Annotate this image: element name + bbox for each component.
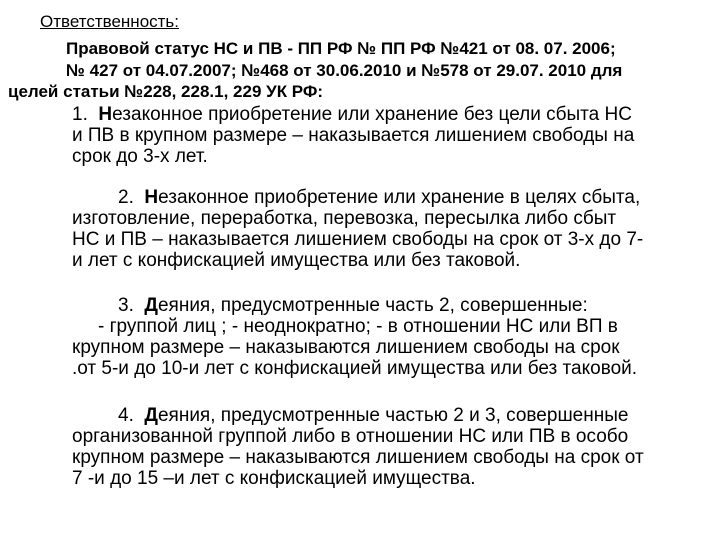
legal-basis-block bbox=[8, 38, 708, 103]
item-number: 2. bbox=[118, 187, 134, 208]
liability-item-3 bbox=[72, 295, 702, 379]
liability-item-2 bbox=[72, 187, 702, 271]
legal-basis-line: Правовой статус НС и ПВ - ПП РФ № ПП РФ №421 от 08. 07. 2006; bbox=[66, 39, 616, 58]
item-text-line: изготовление, переработка, перевозка, пересылка либо сбыт bbox=[72, 208, 617, 229]
item-text-line: и лет с конфискацией имущества или без таковой. bbox=[72, 250, 521, 271]
item-text-line: крупном размере – наказываются лишением свободы на срок от bbox=[72, 447, 644, 468]
item-number: 1. bbox=[72, 104, 88, 125]
item-text-line: .от 5-и до 10-и лет с конфискацией имущества или без таковой. bbox=[72, 358, 638, 379]
item-text-line: 7 -и до 15 –и лет с конфискацией имущества. bbox=[72, 468, 476, 489]
item-first-letter: Д bbox=[144, 295, 158, 316]
item-number: 4. bbox=[118, 405, 134, 426]
item-text-line: езаконное приобретение или хранение без цели сбыта НС bbox=[112, 104, 632, 125]
item-first-letter: Н bbox=[98, 104, 113, 125]
item-text-line: еяния, предусмотренные частью 2 и 3, совершенные bbox=[157, 405, 629, 426]
item-text-line: крупном размере – наказываются лишением свободы на срок bbox=[72, 337, 620, 358]
item-text-line: и ПВ в крупном размере – наказывается лишением свободы на bbox=[72, 125, 635, 146]
item-text-line: езаконное приобретение или хранение в целях сбыта, bbox=[158, 187, 641, 208]
liability-item-1 bbox=[72, 104, 702, 167]
item-text-line: организованной группой либо в отношении НС или ПВ в особо bbox=[72, 426, 629, 447]
liability-item-4 bbox=[72, 405, 702, 489]
item-number: 3. bbox=[118, 295, 134, 316]
item-text-line: еяния, предусмотренные часть 2, совершенные: bbox=[157, 295, 588, 316]
legal-basis-line: целей статьи №228, 228.1, 229 УК РФ: bbox=[8, 82, 324, 101]
legal-basis-line: № 427 от 04.07.2007; №468 от 30.06.2010 и №578 от 29.07. 2010 для bbox=[66, 60, 623, 80]
item-first-letter: Д bbox=[144, 405, 158, 426]
item-text-line: НС и ПВ – наказывается лишением свободы на срок от 3-х до 7- bbox=[72, 229, 644, 250]
item-text-line: срок до 3-х лет. bbox=[72, 146, 208, 167]
item-text-line: - группой лиц ; - неоднократно; - в отношении НС или ВП в bbox=[98, 316, 618, 337]
item-first-letter: Н bbox=[144, 187, 159, 208]
slide-heading: Ответственность: bbox=[40, 12, 180, 31]
